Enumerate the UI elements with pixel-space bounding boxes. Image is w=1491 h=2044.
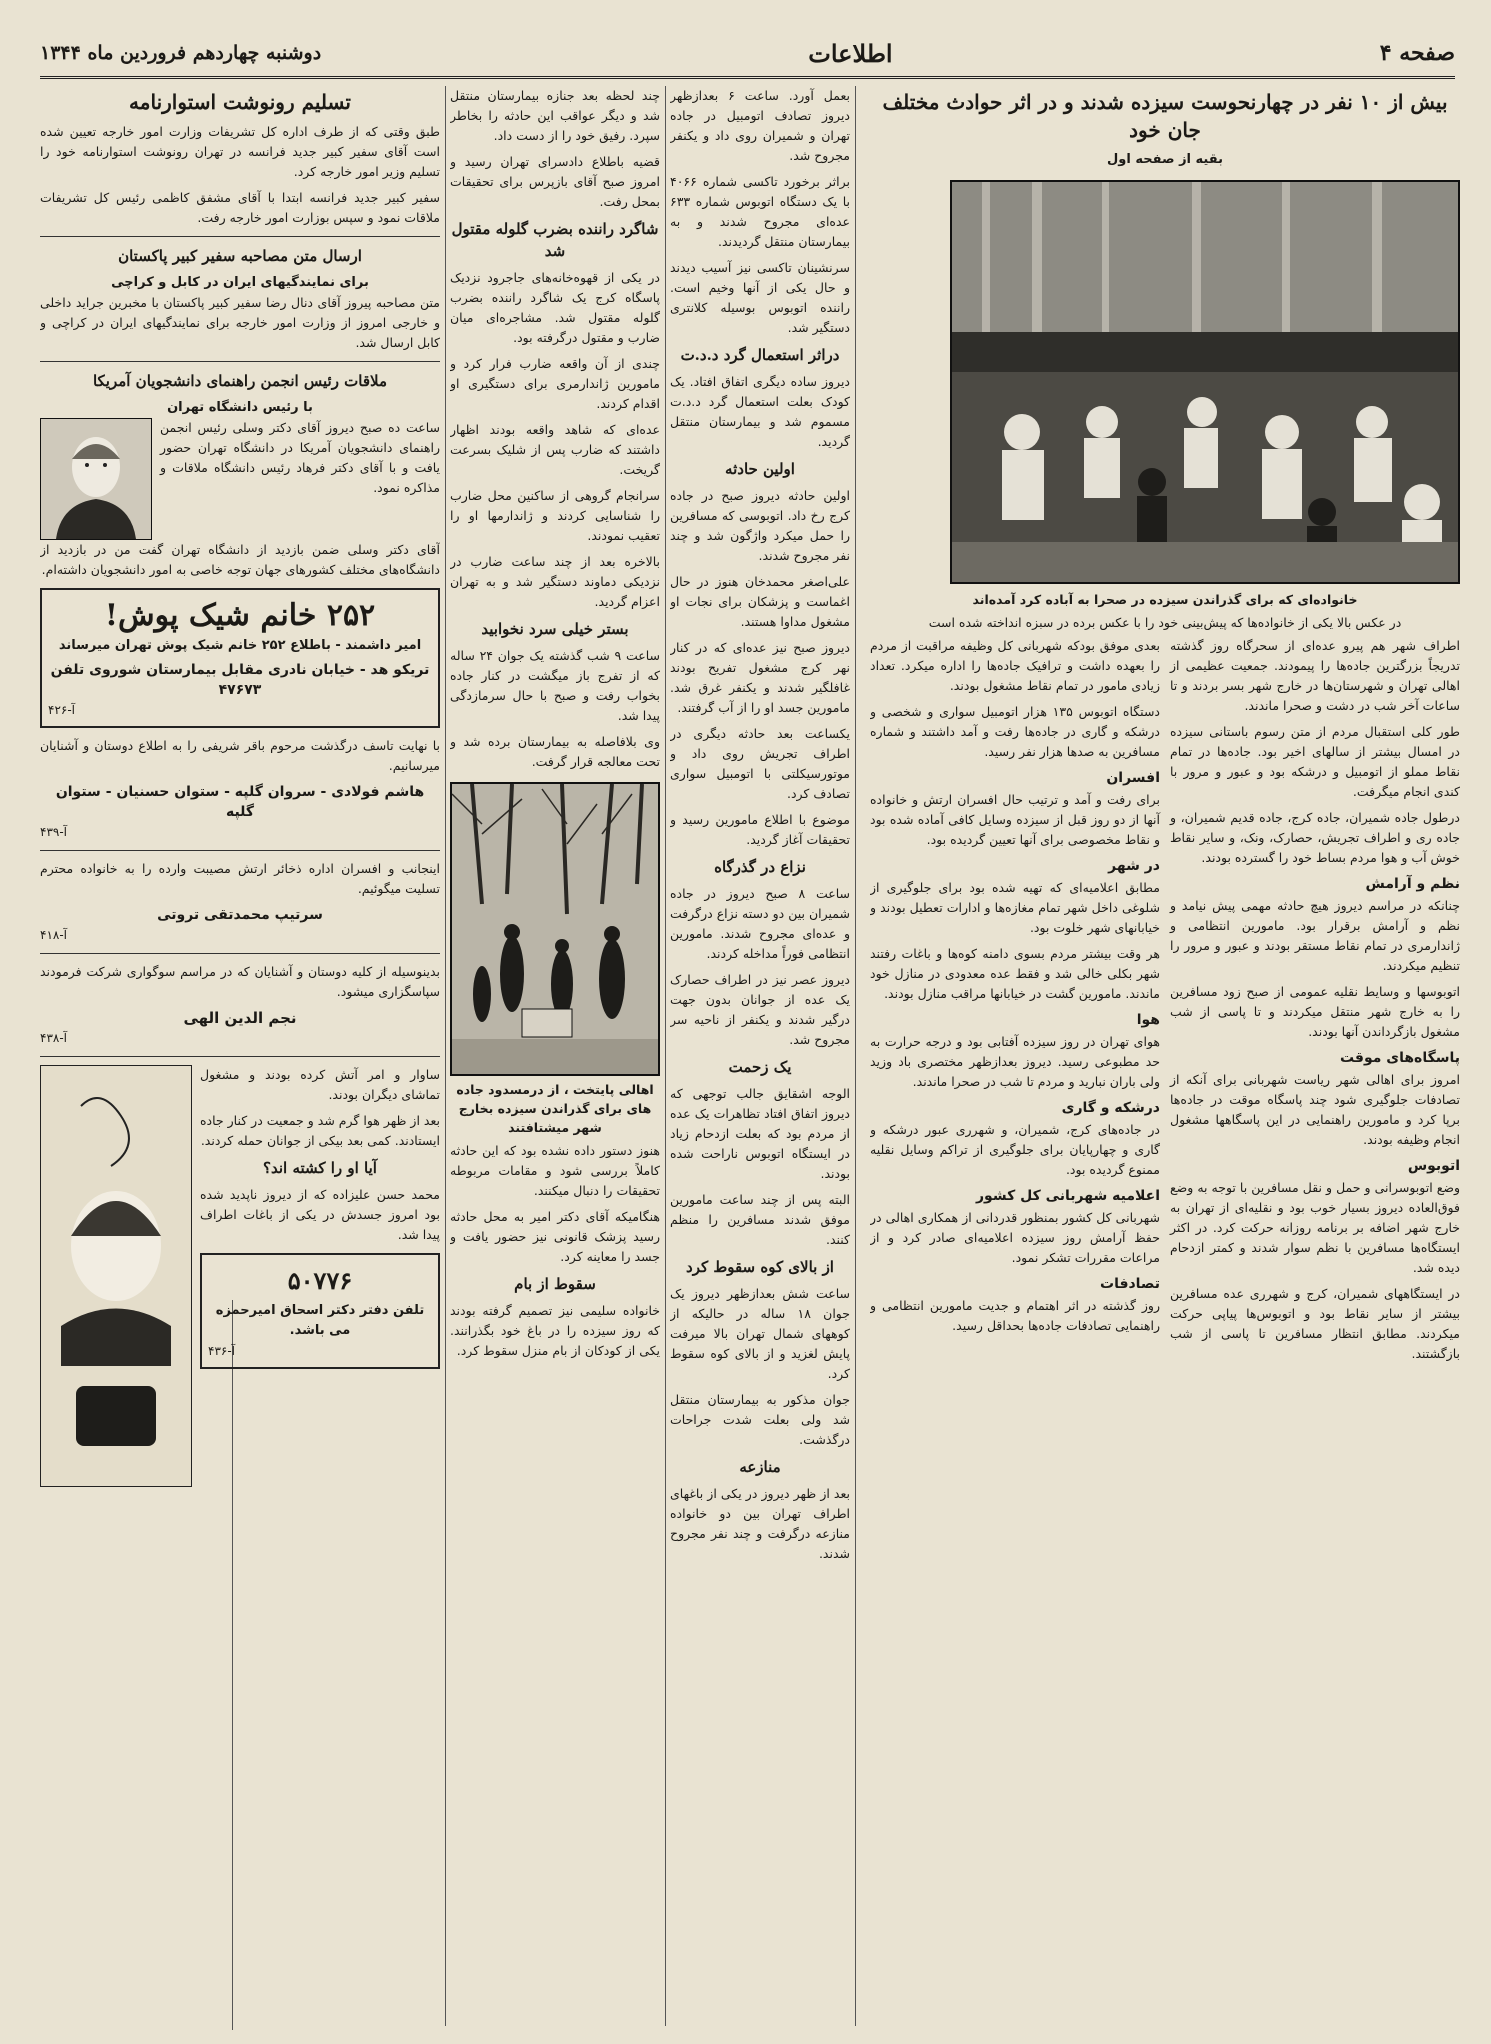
subhead-posts: پاسگاه‌های موقت — [1339, 1050, 1460, 1066]
gunshot-headline: شاگرد راننده بضرب گلوله مقتول شد — [451, 220, 659, 260]
phone-ad — [200, 1253, 440, 1369]
ad-code: آ-۴۲۶ — [48, 703, 76, 717]
credentials-headline: تسلیم رونوشت استوارنامه — [129, 90, 351, 114]
crowd-photo-caption: اهالی پایتخت ، از درمسدود جاده های برای گذراندن سیزده بخارج شهر میشتافتند — [456, 1082, 654, 1135]
ddt-headline: دراثر استعمال گرد د.د.ت — [680, 346, 840, 364]
masthead — [40, 30, 1455, 79]
tangle-headline: آیا او را کشته اند؟ — [263, 1159, 377, 1177]
condolence-names-2: سرتیپ محمدتقی تروتی — [157, 907, 323, 923]
fight-headline: منازعه — [739, 1458, 781, 1476]
lead-headline: بیش از ۱۰ نفر در چهارنحوست سیزده شدند و در اثر حوادث مختلف جان خود — [882, 90, 1448, 142]
left-column: تسلیم رونوشت استوارنامه طبق وقتی که از طرف اداره کل تشریفات وزارت امور خارجه تعیین شده است آقای سفیر کبیر جدید فرانسه در تهران رونوشت استوارنامه خود را تسلیم وزیر امور خارجه کرد. سفیر کبیر جدید فرانسه ابتدا با آقای مشفق کاظمی رئیس کل تشریفات ملاقات نمود و سپس بوزارت امور خارجه رفت. ارسال متن مصاحبه سفیر کبیر پاکستان برای نمایندگیهای ایران در کابل و کراچی متن مصاحبه پیروز آقای دنال رضا سفیر کبیر پاکستان با مخبرین جراید داخلی و خارجی امروز از وزارت امور خارجه برای نمایندگیهای ایران در کراچی و کابل ارسال شد. ملاقات رئیس انجمن راهنمای دانشجویان آمریکا با رئیس دانشگاه تهران ساعت ده صبح دیروز آقای دکتر وسلی رئیس انجمن راهنمای دانشجویان آمریکا در دانشگاه تهران حضور یافت و با آقای دکتر فرهاد رئیس دانشگاه ملاقات و مذاکره نمود. آقای دکتر وسلی ضمن بازدید از دانشگاه تهران گفت من در بازدید از دانشگاه‌های مختلف کشورهای جهان توجه خاصی به امور دانشجویان داشته‌ام. ۲۵۲ خانم شیک پوش! امیر داشمند - باطلاع ۲۵۲ خانم شیک پوش تهران میرساند تریکو هد - خیابان نادری مقابل بیمارستان شوروی تلفن ۴۷۶۷۳ آ-۴۲۶ با نهایت تاسف درگذشت مرحوم باقر شریفی را به اطلاع دوستان و آشنایان میرسانیم. هاشم فولادی - سروان گلپه - ستوان حسنیان - ستوان گلپه آ-۴۳۹ اینجانب و افسران اداره ذخائر ارتش مصیبت وارده را به خانواده محترم تسلیت میگوئیم. سرتیپ محمدتقی تروتی آ-۴۱۸ بدینوسیله از کلیه دوستان و آشنایان که در مراسم سوگواری شرکت فرمودند سپاسگزاری میشود. نجم الدین الهی آ-۴۳۸ ساوار و امر آتش کرده بودند و مشغول تماشای دیگران بودند. بعد از ظهر هوا گرم شد و جمعیت در کنار جاده ایستادند. کمی بعد بیکی از جوانان حمله کردند. آیا او را کشته اند؟ محمد حسن علیزاده که از دیروز ناپدید شده بود امروز جسدش در یکی از باغات اطراف پیدا شد. ۵۰۷۷۶ تلفن دفتر دکتر اسحاق امیرحمزه می باشد. آ-۴۳۶ — [40, 86, 440, 2026]
students-headline: ملاقات رئیس انجمن راهنمای دانشجویان آمریکا — [92, 372, 388, 390]
tangled-story: ساوار و امر آتش کرده بودند و مشغول تماشای دیگران بودند. بعد از ظهر هوا گرم شد و جمعیت در کنار جاده ایستادند. کمی بعد بیکی از جوانان حمله کردند. آیا او را کشته اند؟ محمد حسن علیزاده که از دیروز ناپدید شده بود امروز جسدش در یکی از باغات اطراف پیدا شد. ۵۰۷۷۶ تلفن دفتر دکتر اسحاق امیرحمزه می باشد. آ-۴۳۶ — [200, 1065, 440, 1487]
bottom-left-area — [40, 1065, 440, 1487]
news-column-a: بعمل آورد. ساعت ۶ بعدازظهر دیروز تصادف اتومبیل در جاده تهران و شمیران روی داد و یکنفر مجروح شد. براثر برخورد تاکسی شماره ۴۰۶۶ با یک دستگاه اتوبوس شماره ۶۳۳ عده‌ای مجروح شدند و به بیمارستان منتقل گردیدند. سرنشینان تاکسی نیز آسیب دیدند و حال یکی از آنها وخیم است. راننده اتوبوس بوسیله کلانتری دستگیر شد. دراثر استعمال گرد د.د.ت دیروز ساده دیگری اتفاق افتاد. یک کودک بعلت استعمال گرد د.د.ت مسموم شد و بیمارستان منتقل گردید. اولین حادثه اولین حادثه دیروز صبح در جاده کرج رخ داد. اتوبوسی که مسافرین را حمل میکرد واژگون شد و چند نفر مجروح شدند. علی‌اصغر محمدخان هنوز در حال اغماست و پزشکان برای نجات او مشغول مداوا هستند. دیروز صبح نیز عده‌ای که در کنار نهر کرج مشغول تفریح بودند غافلگیر شدند و یکنفر غرق شد. مامورین جسد او را از آب گرفتند. یکساعت بعد حادثه دیگری در اطراف تجریش روی داد و موتورسیکلتی با اتومبیل سواری تصادف کرد. موضوع با اطلاع مامورین رسید و تحقیقات آغاز گردید. نزاع در گذرگاه ساعت ۸ صبح دیروز در جاده شمیران بین دو دسته نزاع درگرفت و عده‌ای مجروح شدند. مامورین انتظامی فوراً مداخله کردند. دیروز عصر نیز در اطراف حصارک یک عده از جوانان بدون جهت درگیر شدند و یکنفر از ناحیه سر مجروح شد. یک زحمت الوجه اشقایق جالب توجهی که دیروز اتفاق افتاد تظاهرات یک عده از مردم بود که بعلت ازدحام زیاد در ایستگاه اتوبوس ناراحت شده بودند. البته پس از چند ساعت مامورین موفق شدند مسافرین را منظم کنند. از بالای کوه سقوط کرد ساعت شش بعدازظهر دیروز یک جوان ۱۸ ساله در حالیکه از کوههای شمال تهران بالا میرفت پایش لغزید و از بالای کوه سقوط کرد. جوان مذکور به بیمارستان منتقل شد ولی بعلت شدت جراحات درگذشت. منازعه بعد از ظهر دیروز در یکی از باغهای اطراف تهران بین دو خانواده منازعه درگرفت و چند نفر مجروح شدند. — [670, 88, 850, 1561]
roof-headline: سقوط از بام — [514, 1275, 596, 1293]
fall-headline: از بالای کوه سقوط کرد — [686, 1258, 834, 1276]
students-story: ساعت ده صبح دیروز آقای دکتر وسلی رئیس انجمن راهنمای دانشجویان آمریکا در دانشگاه تهران حضور یافت و با آقای دکتر فرهاد رئیس دانشگاه ملاقات و مذاکره نمود. — [40, 418, 440, 540]
subhead-bus: اتوبوس — [1407, 1158, 1460, 1174]
lead-body — [870, 636, 1460, 1370]
cold-bed-headline: بستر خیلی سرد نخوابید — [481, 620, 629, 638]
ad-subline: امیر داشمند - باطلاع ۲۵۲ خانم شیک پوش تهران میرساند — [58, 638, 422, 653]
condolence-names-3: نجم الدین الهی — [183, 1009, 297, 1027]
lead-photo — [950, 180, 1460, 584]
cosmetic-ad — [40, 1065, 192, 1487]
pakistan-subheadline: برای نمایندگیهای ایران در کابل و کراچی — [111, 275, 369, 290]
condolence-code-1: آ-۴۳۹ — [40, 825, 68, 839]
ad-headline: ۲۵۲ خانم شیک پوش! — [104, 598, 376, 633]
lead-col-left: بعدی موفق بودکه شهربانی کل وظیفه مراقبت از مردم را بعهده داشت و ترافیک جاده‌ها را اداره میکرد. تعداد زیادی مامور در تمام نقاط مشغول بودند. دستگاه اتوبوس ۱۳۵ هزار اتومبیل سواری و شخصی و درشکه و گاری در جاده‌ها رفت و آمد داشتند و شماره مسافرین به صدها هزار نفر رسید. افسران برای رفت و آمد و ترتیب حال افسران ارتش و خانواده آنها از دو روز قبل از سیزده وسایل کافی آماده شده بود و نقاط مخصوصی برای آنها تعیین گردیده بود. در شهر مطابق اعلامیه‌ای که تهیه شده بود برای جلوگیری از شلوغی داخل شهر تمام مغازه‌ها و ادارات تعطیل بودند و خیابانهای شهر خلوت بود. هر وقت بیشتر مردم بسوی دامنه کوه‌ها و باغات رفتند شهر بکلی خالی شد و فقط عده معدودی در منازل خود ماندند. مامورین گشت در خیابانها مراقب منازل بودند. هوا هوای تهران در روز سیزده آفتابی بود و درجه حرارت به حد مطبوعی رسید. دیروز بعدازظهر مختصری باد وزید ولی باران نبارید و مردم تا شب در صحرا ماندند. درشکه و گاری در جاده‌های کرج، شمیران، و شهرری عبور درشکه و گاری و چهارپایان برای جلوگیری از تراکم وسایل نقلیه ممنوع گردیده بود. اعلامیه شهربانی کل کشور شهربانی کل کشور بمنظور قدردانی از همکاری اهالی در حفظ آرامش روز سیزده اعلامیه‌ای صادر کرد و از مراعات مقررات تشکر نمود. تصادفات روز گذشته در اثر اهتمام و جدیت مامورین انتظامی و راهنمایی تصادفات جاده‌ها بحداقل رسید. — [870, 638, 1160, 1333]
ad-box — [40, 588, 440, 728]
column-rule — [445, 86, 446, 2026]
phone-number: ۵۰۷۷۶ — [287, 1266, 353, 1295]
subhead-order: نظم و آرامش — [1365, 876, 1460, 892]
condolence-code-3: آ-۴۳۸ — [40, 1031, 68, 1045]
column-rule — [665, 86, 666, 2026]
lead-story — [870, 86, 1460, 2026]
subhead-city: در شهر — [1108, 858, 1160, 874]
subhead-officers: افسران — [1106, 770, 1160, 786]
quarrel-headline: نزاع در گذرگاه — [714, 858, 806, 876]
issue-date: دوشنبه چهاردهم فروردین ماه ۱۳۴۴ — [40, 42, 322, 64]
portrait-photo — [40, 418, 152, 540]
column-rule — [855, 86, 856, 2026]
lead-photo-caption-2: در عکس بالا یکی از خانواده‌ها که پیش‌بینی خود را با عکس برده در سبزه انداخته شده است — [928, 615, 1402, 630]
subhead-police-notice: اعلامیه شهربانی کل کشور — [975, 1188, 1160, 1204]
first-incident-headline: اولین حادثه — [725, 460, 795, 478]
continued-note: بقیه از صفحه اول — [1107, 152, 1223, 167]
pakistan-headline: ارسال متن مصاحبه سفیر کبیر پاکستان — [118, 247, 362, 265]
phone-ad-text: تلفن دفتر دکتر اسحاق امیرحمزه می باشد. — [215, 1303, 425, 1338]
paper-name: اطلاعات — [808, 38, 893, 68]
phone-ad-code: آ-۴۳۶ — [208, 1344, 236, 1358]
lead-col-right: اطراف شهر هم پیرو عده‌ای از سحرگاه روز گذشته تدریجاً بزرگترین جاده‌ها را پیمودند. جمعیت عظیمی از اهالی تهران و شهرستان‌ها در خارج شهر بسر بردند و تا ساعات آخر شب در دشت و صحرا ماندند. طور کلی استقبال مردم از متن رسوم باستانی سیزده در امسال بیشتر از سالهای اخیر بود. جاده‌ها در تمام نقاط مملو از اتومبیل و درشکه بود و عبور و مرور با کندی انجام میگرفت. درطول جاده شمیران، جاده کرج، جاده قدیم شمیران، و جاده ری و اطراف تجریش، حصارک، ونک، و سایر نقاط خوش آب و هوا مردم بساط خود را گسترده بودند. نظم و آرامش چنانکه در مراسم دیروز هیچ حادثه مهمی پیش نیامد و نظم و آرامش برقرار بود. مامورین انتظامی و ژاندارمری در تمام نقاط مستقر بودند و عبور و مرور را تنظیم میکردند. اتوبوسها و وسایط نقلیه عمومی از صبح زود مسافرین را به خارج شهر منتقل میکردند و تا پاسی از شب مشغول بازگرداندن آنها بودند. پاسگاه‌های موقت امروز برای اهالی شهر ریاست شهربانی برای آنکه از تصادفات جلوگیری شود چند پاسگاه موقت در جاده‌ها برپا کرد و مامورین راهنمایی در این پاسگاهها مشغول انجام وظیفه بودند. اتوبوس وضع اتوبوسرانی و حمل و نقل مسافرین با توجه به وضع فوق‌العاده دیروز بسیار خوب بود و نقلیه‌ای از تهران به خارج شهر اضافه بر برنامه روزانه حرکت کرد. در اکثر ایستگاه‌ها مسافرین با نظم سوار شدند و کمتر ازدحام دیده شد. در ایستگاههای شمیران، کرج و شهرری عده مسافرین بیشتر از سایر نقاط بود و اتوبوس‌ها پیاپی حرکت میکردند. مطابق انتظار مسافرین تا پاسی از شب بازگشتند. — [1170, 638, 1460, 1361]
subhead-carriages: درشکه و گاری — [1061, 1100, 1160, 1116]
news-column-b: چند لحظه بعد جنازه بیمارستان منتقل شد و دیگر عواقب این حادثه را بخاطر سپرد. رفیق خود را از دست داد. قضیه باطلاع دادسرای تهران رسید و امروز صبح آقای بازپرس برای تحقیقات بمحل رفت. شاگرد راننده بضرب گلوله مقتول شد در یکی از قهوه‌خانه‌های جاجرود نزدیک پاسگاه کرج یک شاگرد راننده بضرب گلوله مقتول شد. مشاجره‌ای میان ضارب و مقتول درگرفته بود. چندی از آن واقعه ضارب فرار کرد و مامورین ژاندارمری برای دستگیری او اقدام کردند. عده‌ای که شاهد واقعه بودند اظهار داشتند که ضارب پس از شلیک بسرعت گریخت. سرانجام گروهی از ساکنین محل ضارب را شناسایی کردند و ژاندارمها او را تعقیب نمودند. بالاخره بعد از چند ساعت ضارب در نزدیکی دماوند دستگیر شد و به تهران اعزام گردید. بستر خیلی سرد نخوابید ساعت ۹ شب گذشته یک جوان ۲۴ ساله که از تفرج باز میگشت در کنار جاده بخواب رفت و صبح با حال سرمازدگی پیدا شد. وی بلافاصله به بیمارستان برده شد و تحت معالجه قرار گرفت. اهالی پایتخت ، از درمسدود جاده های برای گذراندن سیزده بخارج شهر میشتافتند هنوز دستور داده نشده بود که این حادثه کاملاً بررسی شود و مقامات مربوطه تحقیقات را دنبال میکنند. هنگامیکه آقای دکتر امیر به محل حادثه رسید پزشک قانونی نیز حضور یافت و جسد را معاینه کرد. سقوط از بام خانواده سلیمی نیز تصمیم گرفته بودند که روز سیزده را در باغ خود بگذرانند. یکی از کودکان از بام منزل سقوط کرد. — [450, 88, 660, 1358]
crowd-photo — [450, 782, 660, 1076]
subhead-accidents: تصادفات — [1100, 1276, 1160, 1292]
condolence-names-1: هاشم فولادی - سروان گلپه - ستوان حسنیان - ستوان گلپه — [55, 784, 425, 820]
students-subheadline: با رئیس دانشگاه تهران — [167, 400, 313, 415]
ad-brand: تریکو هد - خیابان نادری مقابل بیمارستان شوروی تلفن ۴۷۶۷۳ — [50, 662, 430, 698]
lead-photo-caption: خانواده‌ای که برای گذراندن سیزده در صحرا به آباده کرد آمده‌اند — [972, 592, 1358, 607]
trouble-headline: یک زحمت — [728, 1058, 792, 1076]
subhead-weather: هوا — [1136, 1012, 1160, 1028]
condolence-code-2: آ-۴۱۸ — [40, 928, 68, 942]
page-number: صفحه ۴ — [1379, 40, 1455, 66]
